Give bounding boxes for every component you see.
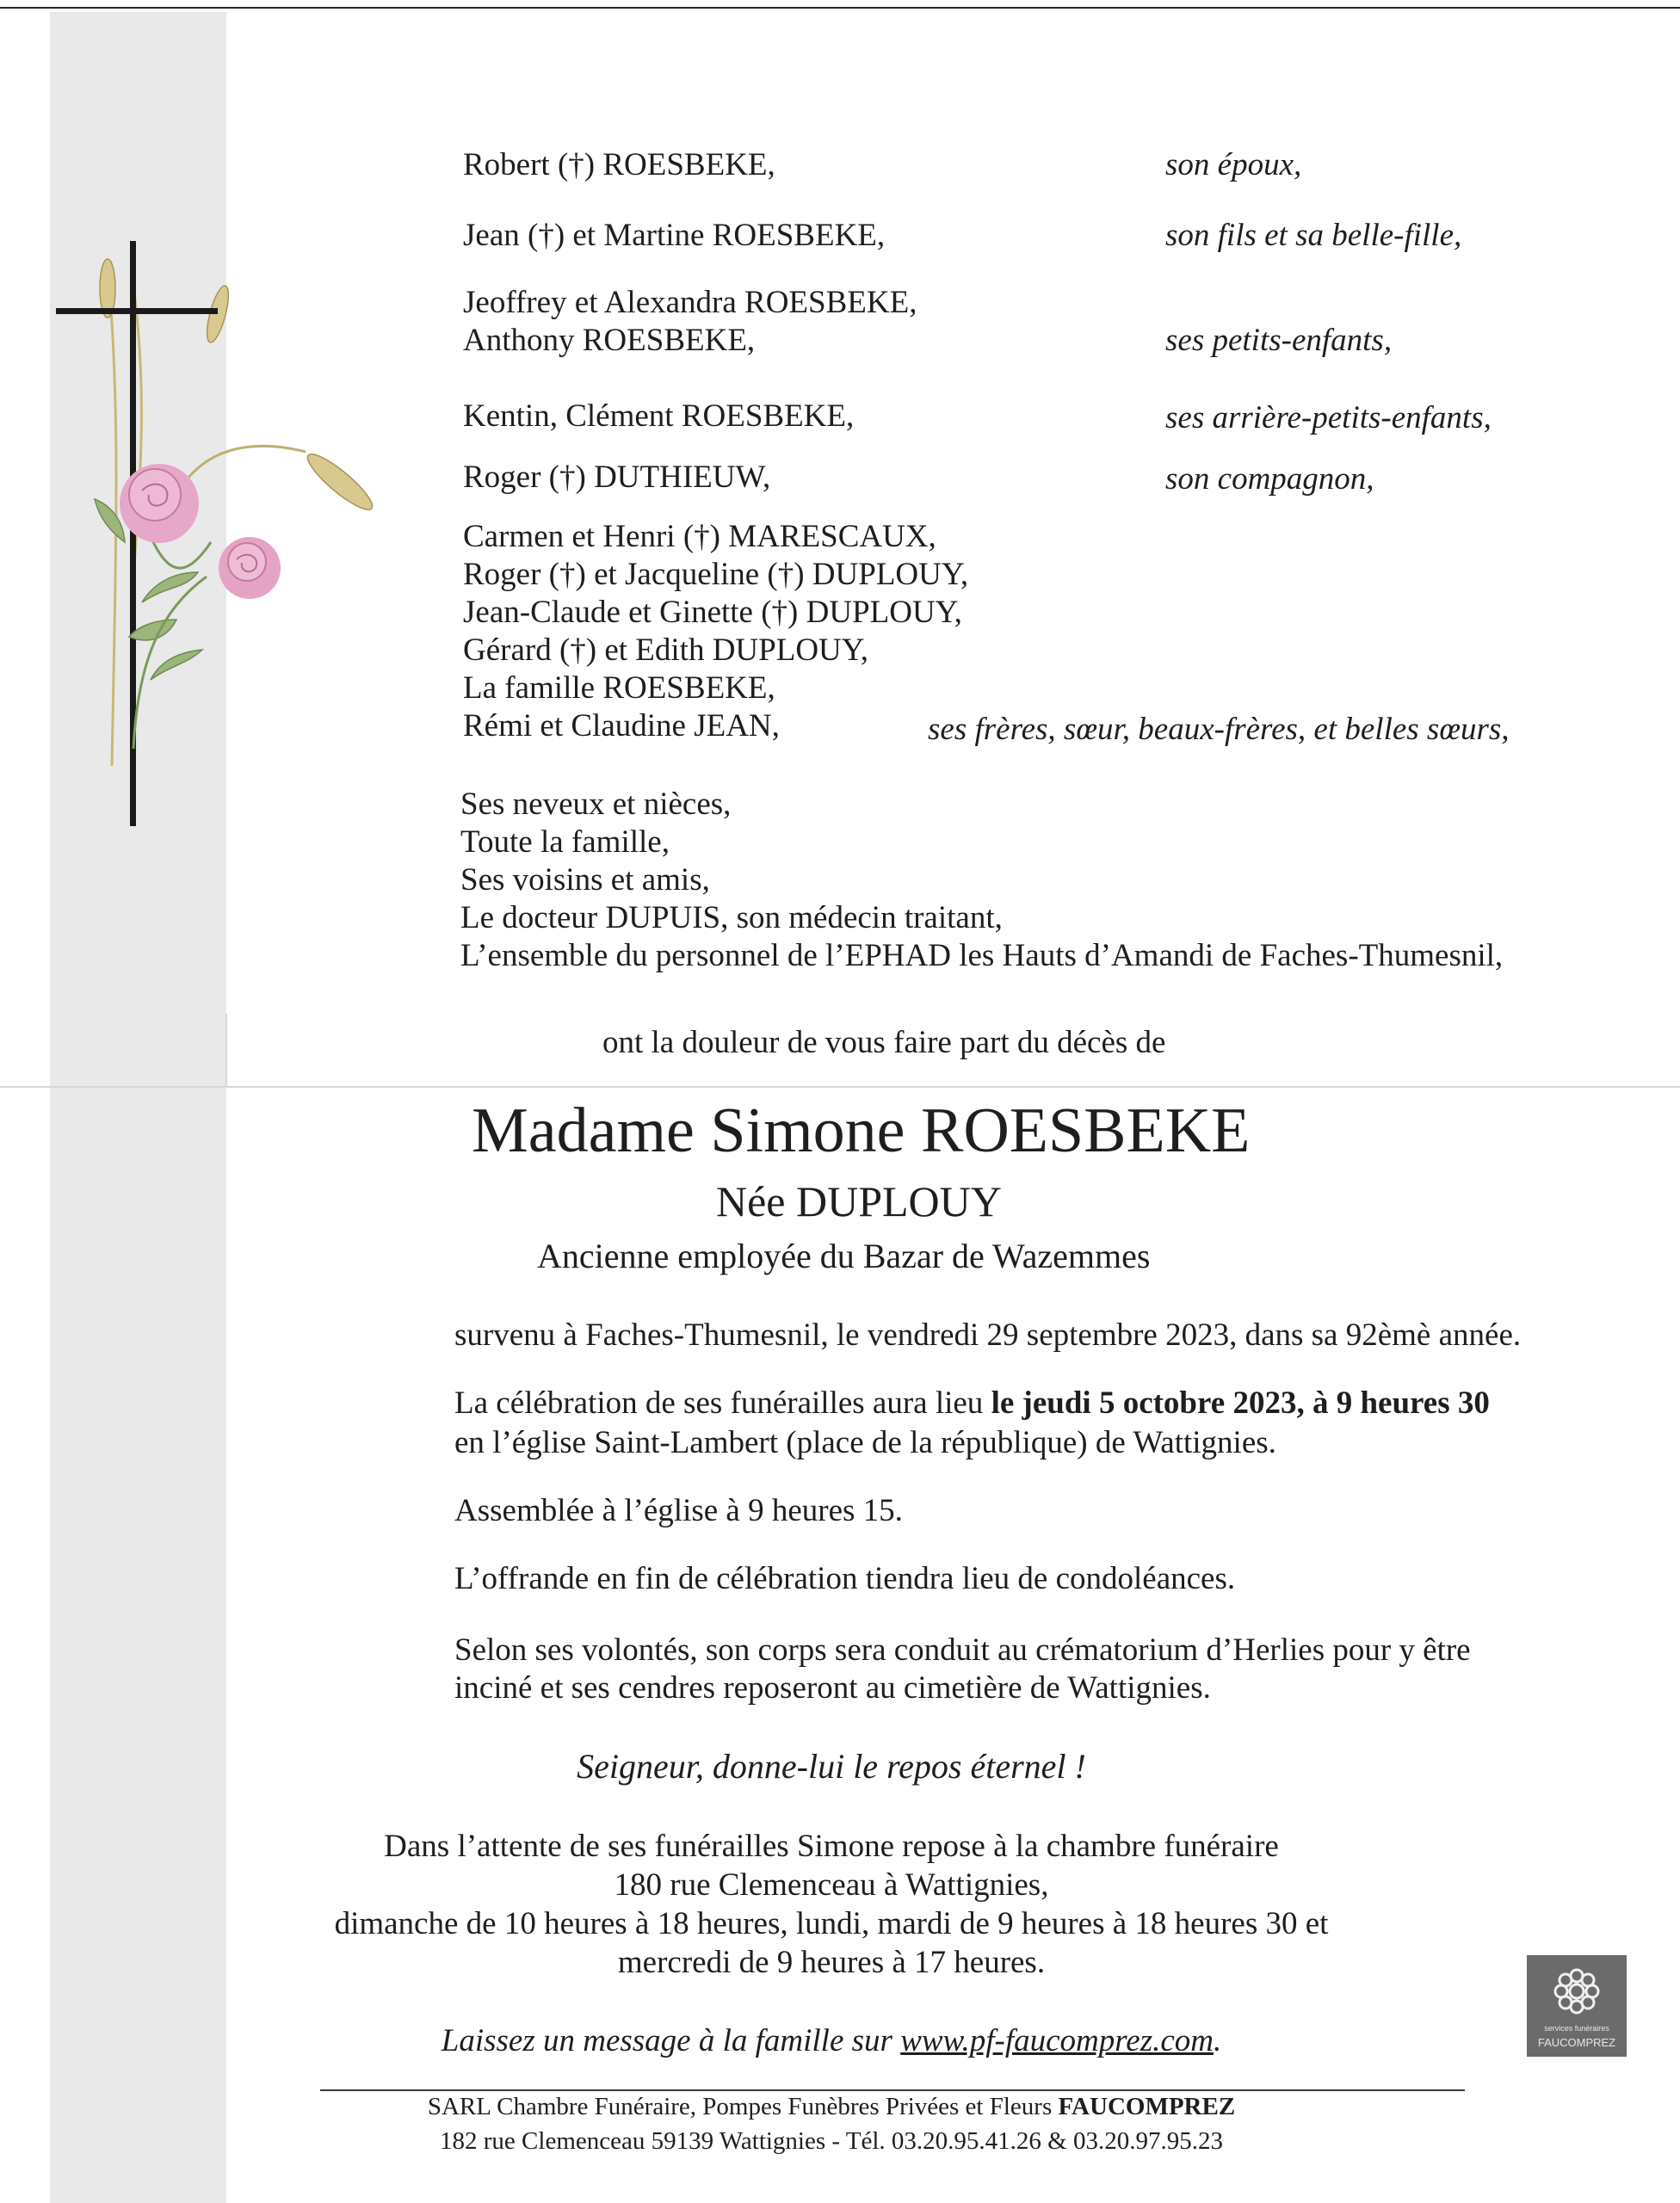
top-border: [0, 7, 1680, 9]
other-mourner: Toute la famille,: [460, 824, 670, 860]
faucomprez-logo: [1527, 1955, 1627, 2057]
other-mourner: Le docteur DUPUIS, son médecin traitant,: [460, 900, 1003, 935]
ceremony-line-1: [454, 1385, 1490, 1422]
family-relation: son époux,: [1165, 147, 1302, 182]
death-details: survenu à Faches-Thumesnil, le vendredi 29 septembre 2023, dans sa 92èmè année.: [454, 1317, 1522, 1353]
visitation-line: Dans l’attente de ses funérailles Simone repose à la chambre funéraire: [384, 1829, 1279, 1864]
family-name: Robert (†) ROESBEKE,: [463, 147, 775, 182]
ceremony-text: La célébration de ses funérailles aura lieu: [454, 1385, 991, 1421]
family-name: Rémi et Claudine JEAN,: [463, 708, 780, 744]
family-name: Jean-Claude et Ginette (†) DUPLOUY,: [463, 595, 962, 630]
other-mourner: L’ensemble du personnel de l’EPHAD les Hauts d’Amandi de Faches-Thumesnil,: [460, 938, 1504, 973]
visitation-line: 180 rue Clemenceau à Wattignies,: [614, 1867, 1049, 1903]
logo-tagline: services funéraires: [1544, 2024, 1609, 2033]
ceremony-date: le jeudi 5 octobre 2023, à 9 heures 30: [991, 1385, 1490, 1421]
family-name: La famille ROESBEKE,: [463, 670, 775, 706]
offering: L’offrande en fin de célébration tiendra lieu de condoléances.: [454, 1561, 1236, 1596]
other-mourner: Ses voisins et amis,: [460, 862, 710, 898]
occupation: Ancienne employée du Bazar de Wazemmes: [537, 1237, 1151, 1275]
wishes-line-2: inciné et ses cendres reposeront au cimetière de Wattignies.: [454, 1670, 1211, 1706]
assembly: Assemblée à l’église à 9 heures 15.: [454, 1493, 903, 1528]
visitation-line: dimanche de 10 heures à 18 heures, lundi, mardi de 9 heures à 18 heures 30 et: [334, 1906, 1329, 1941]
family-relation: ses petits-enfants,: [1165, 323, 1393, 358]
family-relation: son compagnon,: [1165, 461, 1374, 497]
footer-brand: FAUCOMPREZ: [1058, 2093, 1236, 2120]
family-name: Roger (†) et Jacqueline (†) DUPLOUY,: [463, 557, 969, 592]
flower-emblem-icon: [1551, 1965, 1603, 2017]
fold-corner: [225, 1014, 227, 1086]
family-relation: ses frères, sœur, beaux-frères, et belles sœurs,: [928, 712, 1510, 747]
message-end: .: [1214, 2023, 1222, 2058]
other-mourner: Ses neveux et nièces,: [460, 787, 732, 822]
visitation-line: mercredi de 9 heures à 17 heures.: [617, 1945, 1046, 1980]
family-relation: ses arrière-petits-enfants,: [1165, 400, 1492, 435]
family-name: Jean (†) et Martine ROESBEKE,: [463, 218, 886, 253]
ceremony-line-2: en l’église Saint-Lambert (place de la république) de Wattignies.: [454, 1425, 1276, 1460]
website-link[interactable]: www.pf-faucomprez.com: [900, 2023, 1214, 2058]
fold-line: [0, 1086, 1680, 1088]
footer-address: 182 rue Clemenceau 59139 Wattignies - Tél. 03.20.95.41.26 & 03.20.97.95.23: [440, 2127, 1223, 2155]
prayer: Seigneur, donne-lui le repos éternel !: [577, 1747, 1086, 1786]
family-name: Jeoffrey et Alexandra ROESBEKE,: [463, 285, 917, 320]
announcement: ont la douleur de vous faire part du décès de: [602, 1025, 1166, 1060]
family-name: Gérard (†) et Edith DUPLOUY,: [463, 633, 868, 668]
maiden-name: Née DUPLOUY: [716, 1177, 1002, 1225]
message-line: [0, 2022, 1671, 2060]
footer-company: SARL Chambre Funéraire, Pompes Funèbres Privées et Fleurs: [427, 2093, 1059, 2120]
family-name: Anthony ROESBEKE,: [463, 323, 756, 358]
family-name: Kentin, Clément ROESBEKE,: [463, 398, 855, 434]
family-name: Carmen et Henri (†) MARESCAUX,: [463, 519, 936, 554]
deceased-name: Madame Simone ROESBEKE: [472, 1095, 1251, 1166]
wishes-line-1: Selon ses volontés, son corps sera conduit au crématorium d’Herlies pour y être: [454, 1632, 1471, 1668]
logo-name: FAUCOMPREZ: [1537, 2036, 1616, 2049]
family-relation: son fils et sa belle-fille,: [1165, 218, 1462, 253]
message-text: Laissez un message à la famille sur: [441, 2023, 901, 2058]
footer-line-1: [0, 2091, 1671, 2122]
family-name: Roger (†) DUTHIEUW,: [463, 460, 771, 495]
cross-roses-decoration: [47, 232, 392, 835]
